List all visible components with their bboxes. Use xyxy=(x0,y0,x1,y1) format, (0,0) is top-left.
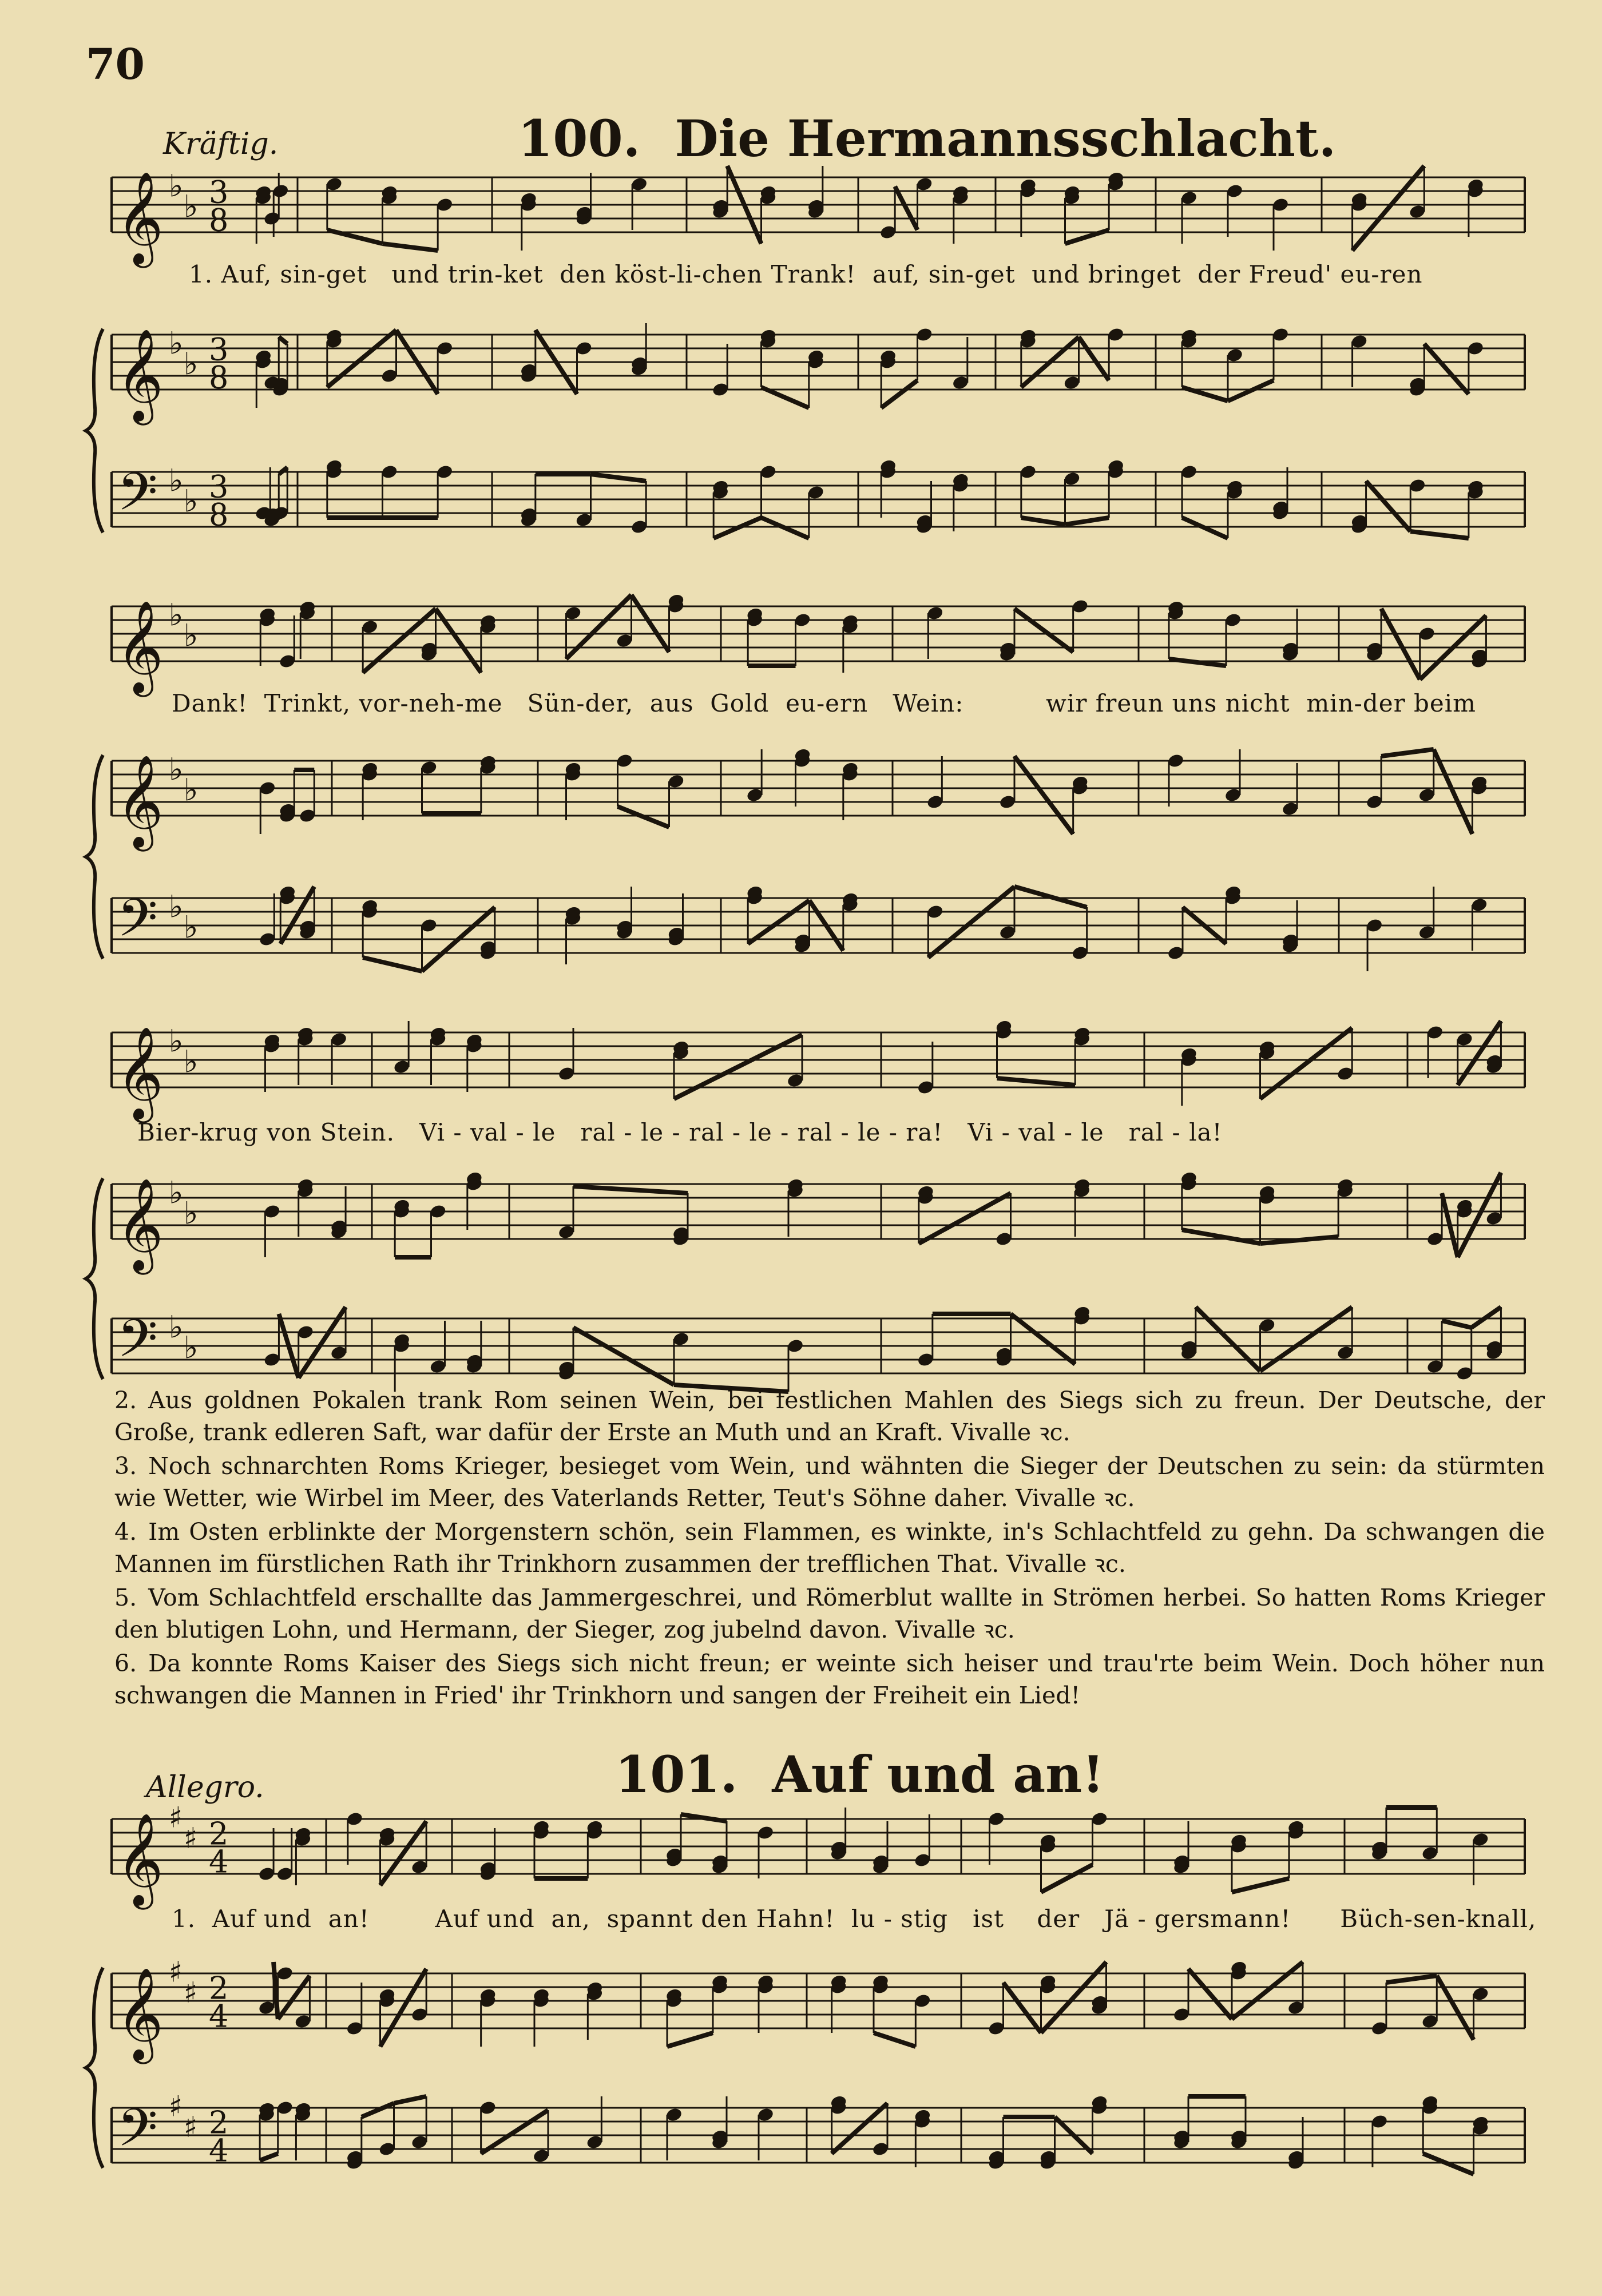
song-101-voice-sharp-sign: ♯ xyxy=(169,1801,183,1834)
song-100-system-1-voice-flat-sign: ♭ xyxy=(169,168,184,204)
song-100-system-2-voice-beam xyxy=(1169,659,1226,666)
song-100-system-3-voice-treble-clef: 𝄞 xyxy=(116,1026,164,1119)
verse-text: Vom Schlachtfeld erschallte das Jammergeschrei, und Römerblut wallte in Strömen herbei. So hatten Roms Krieger den blutigen Lohn, und Hermann, der Sieger, zog jubelnd davon. Vivalle ꝛc. xyxy=(114,1584,1545,1643)
song-100-system-1-voice-time-signature-bottom: 8 xyxy=(209,202,229,239)
song-100-number: 100. xyxy=(518,109,641,168)
verse-text: Noch schnarchten Roms Krieger, besieget vom Wein, und wähnten die Sieger der Deutschen zu sein: da stürmten wie Wetter, wie Wirbel im Meer, des Vaterlands Retter, Teut's Söhne daher. Vivalle ꝛc. xyxy=(114,1452,1545,1512)
song-100-system-1-piano-bass-beam xyxy=(713,518,761,538)
song-100-system-1-voice-treble-clef: 𝄞 xyxy=(116,171,164,264)
song-101-voice-sharp-sign: ♯ xyxy=(184,1821,198,1855)
song-100-system-3-piano-bass-beam xyxy=(1196,1307,1260,1371)
song-100-system-1-piano-bass-beam xyxy=(1021,518,1065,525)
song-101-piano-bass-beam xyxy=(481,2110,548,2154)
song-100-system-3-piano-treble-beam xyxy=(919,1193,1011,1244)
song-100-system-1-piano-bass-beam xyxy=(279,467,287,474)
song-101-piano-treble-beam xyxy=(1386,1976,1437,1983)
song-100-system-3-piano-bass-beam xyxy=(1442,1321,1472,1328)
song-101-lyric-line-1: 1. Auf und an! Auf und an, spannt den Hahn! lu - stig ist der Jä - gersmann! Büch-sen-knall, xyxy=(172,1905,1537,1933)
song-101-voice-time-signature-top: 2 xyxy=(209,1816,229,1852)
song-100-system-1-piano-bass-time-signature-top: 3 xyxy=(209,468,229,505)
song-100-system-2-piano-bass-bass-clef: 𝄢 xyxy=(117,888,158,961)
song-100-system-2-piano-treble-beam xyxy=(1434,749,1473,834)
song-100-system-3-brace xyxy=(86,1178,103,1379)
verse-4 xyxy=(114,1516,1545,1580)
song-100-system-1-piano-bass-beam xyxy=(1065,518,1109,525)
song-100-system-2-voice-beam xyxy=(1014,609,1073,652)
verse-text: Im Osten erblinkte der Morgenstern schön, sein Flammen, es winkte, in's Schlachtfeld zu gehn. Da schwangen die Mannen im fürstlichen Rath ihr Trinkhorn zusammen der trefflichen That. Vivalle ꝛc. xyxy=(114,1518,1545,1578)
song-100-system-2-piano-treble-beam xyxy=(618,807,669,827)
verse-number: 4. xyxy=(114,1518,137,1546)
song-101-piano-treble-beam xyxy=(273,1962,278,2019)
song-100-lyric-line-1: 1. Auf, sin-get und trin-ket den köst-li-chen Trank! auf, sin-get und bringet der Freud' eu-ren xyxy=(189,260,1423,288)
song-100-system-1-piano-bass-beam xyxy=(1410,531,1469,538)
song-100-lyric-line-2: Dank! Trinkt, vor-neh-me Sün-der, aus Gold eu-ern Wein: wir freun uns nicht min-der beim xyxy=(172,689,1476,717)
song-101-voice-beam xyxy=(1041,1865,1093,1892)
song-101-piano-bass-sharp-sign: ♯ xyxy=(169,2090,183,2123)
song-100-system-2-voice-flat-sign: ♭ xyxy=(169,597,184,633)
song-100-system-3-piano-bass-beam xyxy=(1260,1307,1353,1371)
song-100-system-1-piano-treble-time-signature-top: 3 xyxy=(209,331,229,368)
song-100-system-2-voice-flat-sign: ♭ xyxy=(184,617,199,654)
verse-2 xyxy=(114,1384,1545,1448)
song-100-system-3-piano-treble-beam xyxy=(573,1186,688,1193)
song-100-system-3-piano-bass-flat-sign: ♭ xyxy=(169,1309,184,1345)
song-100-system-1-piano-bass-flat-sign: ♭ xyxy=(184,483,199,519)
song-100-system-3-piano-treble-beam xyxy=(1182,1230,1260,1244)
song-100-system-1-piano-bass-time-signature-bottom: 8 xyxy=(209,496,229,533)
song-100-system-1-piano-bass-bass-clef: 𝄢 xyxy=(117,462,158,535)
song-101-piano-treble-beam xyxy=(278,1976,310,2019)
song-101-piano-treble-beam xyxy=(874,2033,915,2047)
song-100-system-1-piano-treble-beam xyxy=(1079,337,1109,380)
song-100-system-1-piano-bass-beam xyxy=(591,474,647,481)
verse-number: 6. xyxy=(114,1650,137,1677)
song-100-system-1-voice-flat-sign: ♭ xyxy=(184,188,199,225)
song-101-title xyxy=(615,1745,1104,1804)
verse-text: Da konnte Roms Kaiser des Siegs sich nicht freun; er weinte sich heiser und trau'rte beim Wein. Doch höher nun schwangen die Mannen in Fried' ihr Trinkhorn und sangen der Freiheit ein Lied! xyxy=(114,1650,1545,1709)
song-100-system-2-piano-bass-beam xyxy=(363,958,422,971)
verse-3 xyxy=(114,1450,1545,1514)
song-100-lyric-line-3: Bier-krug von Stein. Vi - val - le ral - le - ral - le - ral - le - ra! Vi - val - le ral - la! xyxy=(137,1118,1223,1146)
song-100-system-1-piano-bass-flat-sign: ♭ xyxy=(169,462,184,499)
page-number: 70 xyxy=(86,40,145,89)
song-101-piano-treble-time-signature-top: 2 xyxy=(209,1970,229,2007)
song-100-system-2-piano-bass-flat-sign: ♭ xyxy=(184,909,199,946)
song-100-system-1-piano-treble-time-signature-bottom: 8 xyxy=(209,359,229,396)
song-101-piano-treble-beam xyxy=(1437,1976,1473,2040)
verse-5 xyxy=(114,1582,1545,1646)
song-100-system-3-voice-flat-sign: ♭ xyxy=(184,1043,199,1080)
song-100-system-2-voice-beam xyxy=(566,595,632,659)
song-101-voice-treble-clef: 𝄞 xyxy=(116,1813,164,1906)
song-100-system-1-piano-treble-flat-sign: ♭ xyxy=(184,345,199,382)
song-100-system-3-piano-treble-flat-sign: ♭ xyxy=(184,1195,199,1232)
song-100-system-2-piano-bass-beam xyxy=(1014,887,1087,907)
song-100-system-3-piano-bass-beam xyxy=(1472,1307,1501,1328)
song-100-system-3-voice-beam xyxy=(1458,1021,1501,1085)
song-100-system-1-piano-bass-beam xyxy=(1366,481,1411,531)
song-101-piano-bass-bass-clef: 𝄢 xyxy=(117,2098,158,2171)
song-100-system-1-piano-bass-beam xyxy=(762,518,809,538)
song-100-system-1-piano-treble-beam xyxy=(1228,380,1274,401)
song-101-piano-treble-beam xyxy=(1004,1983,1041,2033)
song-101-piano-treble-sharp-sign: ♯ xyxy=(184,1976,198,2009)
verse-number: 5. xyxy=(114,1584,137,1611)
song-101-piano-treble-treble-clef: 𝄞 xyxy=(116,1967,164,2060)
song-100-system-1-brace xyxy=(86,329,103,533)
song-100-system-1-piano-bass-beam xyxy=(1182,518,1228,538)
song-100-system-1-voice-beam xyxy=(383,244,438,251)
song-100-system-3-piano-treble-treble-clef: 𝄞 xyxy=(116,1178,164,1271)
song-100-system-2-voice-treble-clef: 𝄞 xyxy=(116,600,164,693)
song-101-piano-treble-beam xyxy=(667,2033,713,2047)
song-100-system-2-piano-treble-beam xyxy=(1014,756,1073,834)
song-100-title-text: Die Hermannsschlacht. xyxy=(675,109,1337,168)
song-100-system-2-piano-treble-treble-clef: 𝄞 xyxy=(116,754,164,848)
song-100-system-3-voice-beam xyxy=(997,1078,1076,1085)
song-100-system-2-piano-treble-flat-sign: ♭ xyxy=(169,751,184,788)
song-101-piano-bass-beam xyxy=(260,2154,278,2160)
song-100-system-1-voice-beam xyxy=(895,186,917,230)
song-100-system-2-voice-beam xyxy=(363,609,435,673)
song-100-system-3-piano-bass-flat-sign: ♭ xyxy=(184,1329,199,1366)
song-101-piano-bass-time-signature-bottom: 4 xyxy=(209,2132,229,2169)
song-101-voice-time-signature-bottom: 4 xyxy=(209,1844,229,1880)
song-100-system-3-piano-treble-beam xyxy=(1260,1237,1339,1244)
song-101-voice-beam xyxy=(1232,1878,1289,1892)
song-100-tempo: Kräftig. xyxy=(163,127,279,161)
song-100-system-1-piano-treble-beam xyxy=(1424,344,1469,394)
song-100-system-3-voice-beam xyxy=(674,1035,802,1099)
song-100-system-3-piano-treble-flat-sign: ♭ xyxy=(169,1174,184,1211)
song-100-system-2-voice-beam xyxy=(436,609,481,673)
song-100-system-1-piano-treble-flat-sign: ♭ xyxy=(169,325,184,362)
song-101-voice-beam xyxy=(681,1814,727,1821)
verse-number: 2. xyxy=(114,1387,137,1414)
song-100-system-3-piano-bass-bass-clef: 𝄢 xyxy=(117,1308,158,1381)
song-100-system-3-voice-flat-sign: ♭ xyxy=(169,1023,184,1059)
song-100-system-2-piano-treble-beam xyxy=(1381,749,1434,756)
song-101-title-text: Auf und an! xyxy=(772,1745,1104,1804)
song-100-system-3-piano-bass-beam xyxy=(573,1328,674,1385)
song-100-system-3-piano-bass-beam xyxy=(1011,1314,1076,1364)
song-100-system-2-piano-treble-flat-sign: ♭ xyxy=(184,772,199,808)
song-101-piano-bass-beam xyxy=(1423,2154,1473,2174)
verse-number: 3. xyxy=(114,1452,137,1480)
song-100-system-2-piano-bass-flat-sign: ♭ xyxy=(169,888,184,925)
song-101-piano-treble-beam xyxy=(1188,1969,1232,2019)
song-100-system-2-voice-beam xyxy=(632,595,669,652)
song-100-system-1-piano-treble-beam xyxy=(881,380,917,408)
song-101-number: 101. xyxy=(615,1745,738,1804)
song-100-system-1-voice-time-signature-top: 3 xyxy=(209,174,229,210)
song-101-piano-bass-beam xyxy=(394,2096,427,2103)
song-100-system-1-piano-treble-beam xyxy=(279,337,287,344)
song-101-piano-treble-beam xyxy=(380,1969,427,2047)
song-101-brace xyxy=(86,1968,103,2168)
song-101-piano-bass-time-signature-top: 2 xyxy=(209,2104,229,2141)
song-101-piano-treble-sharp-sign: ♯ xyxy=(169,1955,183,1989)
song-100-system-1-piano-treble-treble-clef: 𝄞 xyxy=(116,328,164,422)
verse-6 xyxy=(114,1647,1545,1711)
song-101-piano-bass-beam xyxy=(362,2103,394,2117)
verse-text: Aus goldnen Pokalen trank Rom seinen Wein, bei festlichen Mahlen des Siegs sich zu freun. Der Deutsche, der Große, trank edleren Saft, war dafür der Erste an Muth und an Kraft. Vivalle ꝛc. xyxy=(114,1387,1545,1446)
song-101-piano-treble-time-signature-bottom: 4 xyxy=(209,1998,229,2035)
song-100-system-2-brace xyxy=(86,755,103,959)
song-101-piano-bass-sharp-sign: ♯ xyxy=(184,2110,198,2144)
song-101-tempo: Allegro. xyxy=(146,1770,264,1805)
